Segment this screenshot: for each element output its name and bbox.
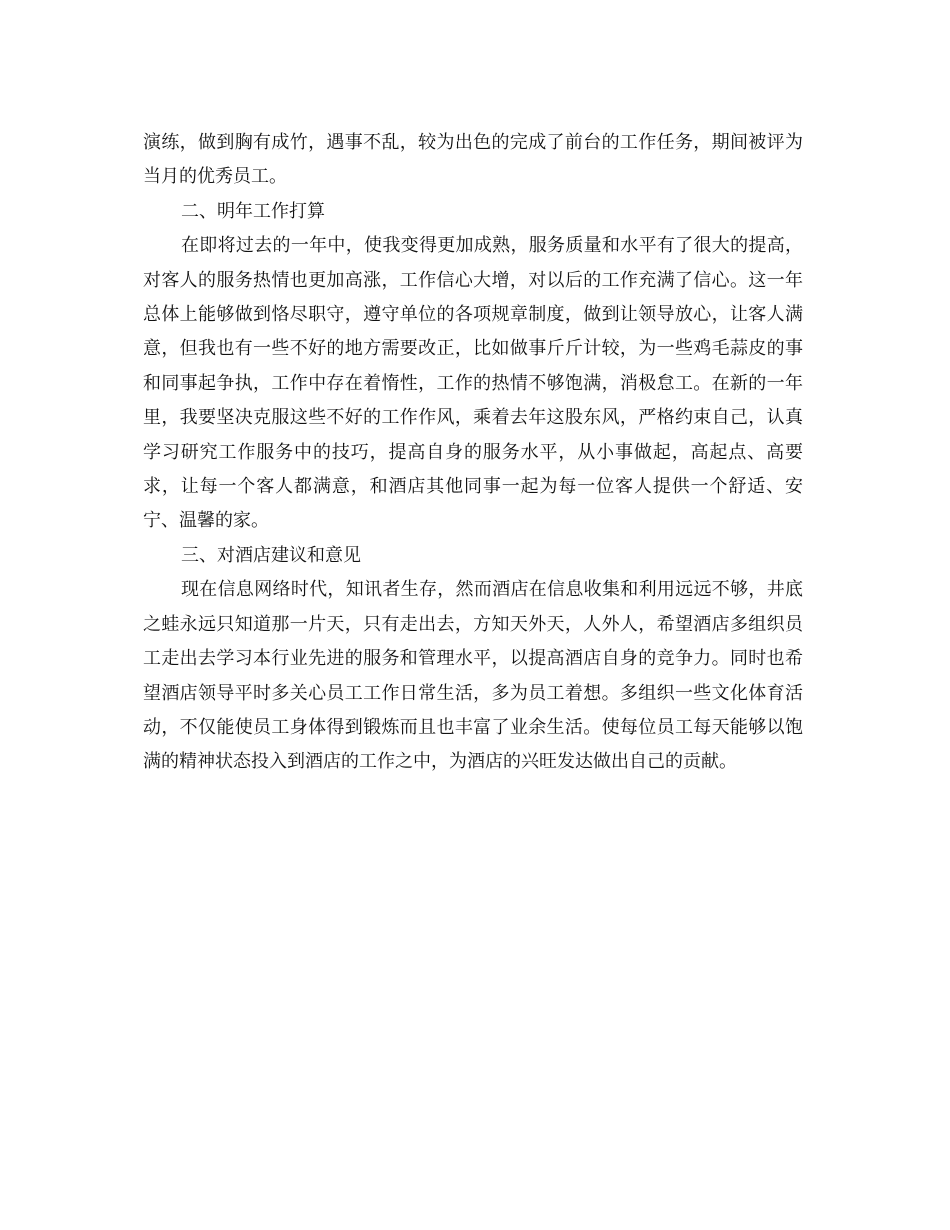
document-body: [143, 126, 803, 780]
paragraph-continued: 演练，做到胸有成竹，遇事不乱，较为出色的完成了前台的工作任务，期间被评为当月的优秀员工。: [143, 132, 803, 188]
section-heading-hotel-suggestions: 三、对酒店建议和意见: [181, 544, 361, 566]
section-heading-next-year-plan: 二、明年工作打算: [181, 200, 325, 222]
paragraph-hotel-suggestions: 现在信息网络时代，知讯者生存，然而酒店在信息收集和利用远远不够，井底之蛙永远只知道那一片天，只有走出去，方知天外天，人外人，希望酒店多组织员工走出去学习本行业先进的服务和管理水平，以提高酒店自身的竞争力。同时也希望酒店领导平时多关心员工工作日常生活，多为员工着想。多组织一些文化体育活动，不仅能使员工身体得到锻炼而且也丰富了业余生活。使每位员工每天能够以饱满的精神状态投入到酒店的工作之中，为酒店的兴旺发达做出自己的贡献。: [143, 579, 803, 773]
paragraph-next-year-plan: 在即将过去的一年中，使我变得更加成熟，服务质量和水平有了很大的提高，对客人的服务热情也更加高涨，工作信心大增，对以后的工作充满了信心。这一年总体上能够做到恪尽职守，遵守单位的各项规章制度，做到让领导放心，让客人满意，但我也有一些不好的地方需要改正，比如做事斤斤计较，为一些鸡毛蒜皮的事和同事起争执，工作中存在着惰性，工作的热情不够饱满，消极怠工。在新的一年里，我要坚决克服这些不好的工作作风，乘着去年这股东风，严格约束自己，认真学习研究工作服务中的技巧，提高自身的服务水平，从小事做起，高起点、高要求，让每一个客人都满意，和酒店其他同事一起为每一位客人提供一个舒适、安宁、温馨的家。: [143, 235, 803, 532]
